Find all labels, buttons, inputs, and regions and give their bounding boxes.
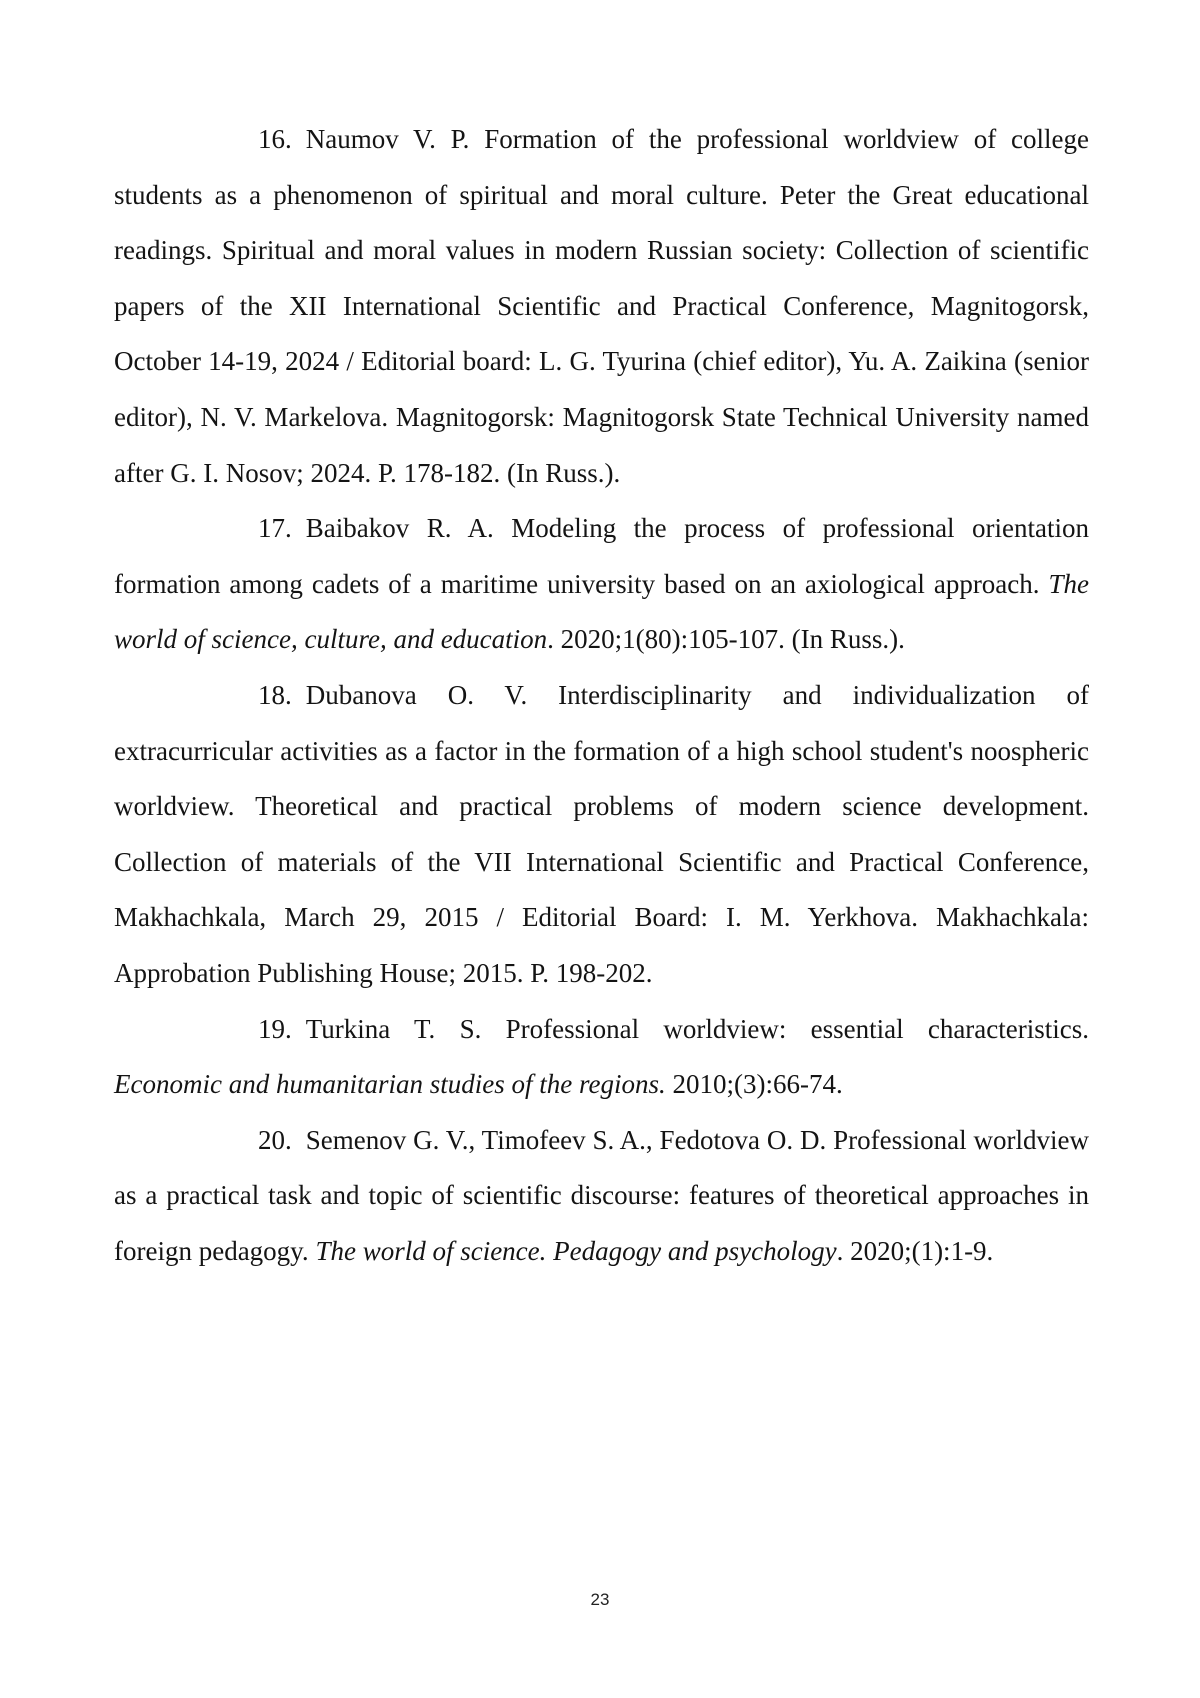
reference-journal: The world of science, culture, and education <box>114 568 1089 655</box>
reference-item-18 <box>114 668 1089 1002</box>
reference-number: 18. <box>258 679 292 710</box>
reference-text: Turkina T. S. Professional worldview: essential characteristics. <box>305 1013 1089 1044</box>
reference-text: Semenov G. V., Timofeev S. A., Fedotova O. D. Professional worldview as a practical task and topic of scientific discourse: features of theoretical approaches in foreign pedagogy. <box>114 1124 1089 1266</box>
reference-journal: Economic and humanitarian studies of the regions. <box>114 1069 666 1100</box>
reference-tail: . 2020;(1):1-9. <box>836 1235 994 1266</box>
reference-tail: . 2020;1(80):105-107. (In Russ.). <box>547 624 905 655</box>
reference-item-17 <box>114 501 1089 668</box>
reference-tail: 2010;(3):66-74. <box>665 1069 843 1100</box>
page-number: 23 <box>590 1590 610 1609</box>
reference-text: Dubanova O. V. Interdisciplinarity and individualization of extracurricular activities as a factor in the formation of a high school student's noospheric worldview. Theoretical and practical problems of modern science development. Collection of materials of the VII International Scientific and Practical Conference, Makhachkala, March 29, 2015 / Editorial Board: I. M. Yerkhova. Makhachkala: Approbation Publishing House; 2015. P. 198-202. <box>114 679 1089 988</box>
reference-item-16 <box>114 112 1089 501</box>
reference-list <box>114 112 1089 1279</box>
reference-number: 17. <box>258 513 292 544</box>
reference-number: 19. <box>258 1013 292 1044</box>
reference-text: Baibakov R. A. Modeling the process of professional orientation formation among cadets of a maritime university based on an axiological approach. <box>114 513 1089 599</box>
reference-item-20 <box>114 1113 1089 1280</box>
reference-item-19 <box>114 1002 1089 1113</box>
reference-text: Naumov V. P. Formation of the professional worldview of college students as a phenomenon of spiritual and moral culture. Peter the Great educational readings. Spiritual and moral values in modern Russian society: Collection of scientific papers of the XII International Scientific and Practical Conference, Magnitogorsk, October 14-19, 2024 / Editorial board: L. G. Tyurina (chief editor), Yu. A. Zaikina (senior editor), N. V. Markelova. Magnitogorsk: Magnitogorsk State Technical University named after G. I. Nosov; 2024. P. 178-182. (In Russ.). <box>114 124 1089 488</box>
reference-number: 16. <box>258 124 292 154</box>
reference-number: 20. <box>258 1124 292 1155</box>
reference-journal: The world of science. Pedagogy and psychology <box>315 1235 837 1266</box>
